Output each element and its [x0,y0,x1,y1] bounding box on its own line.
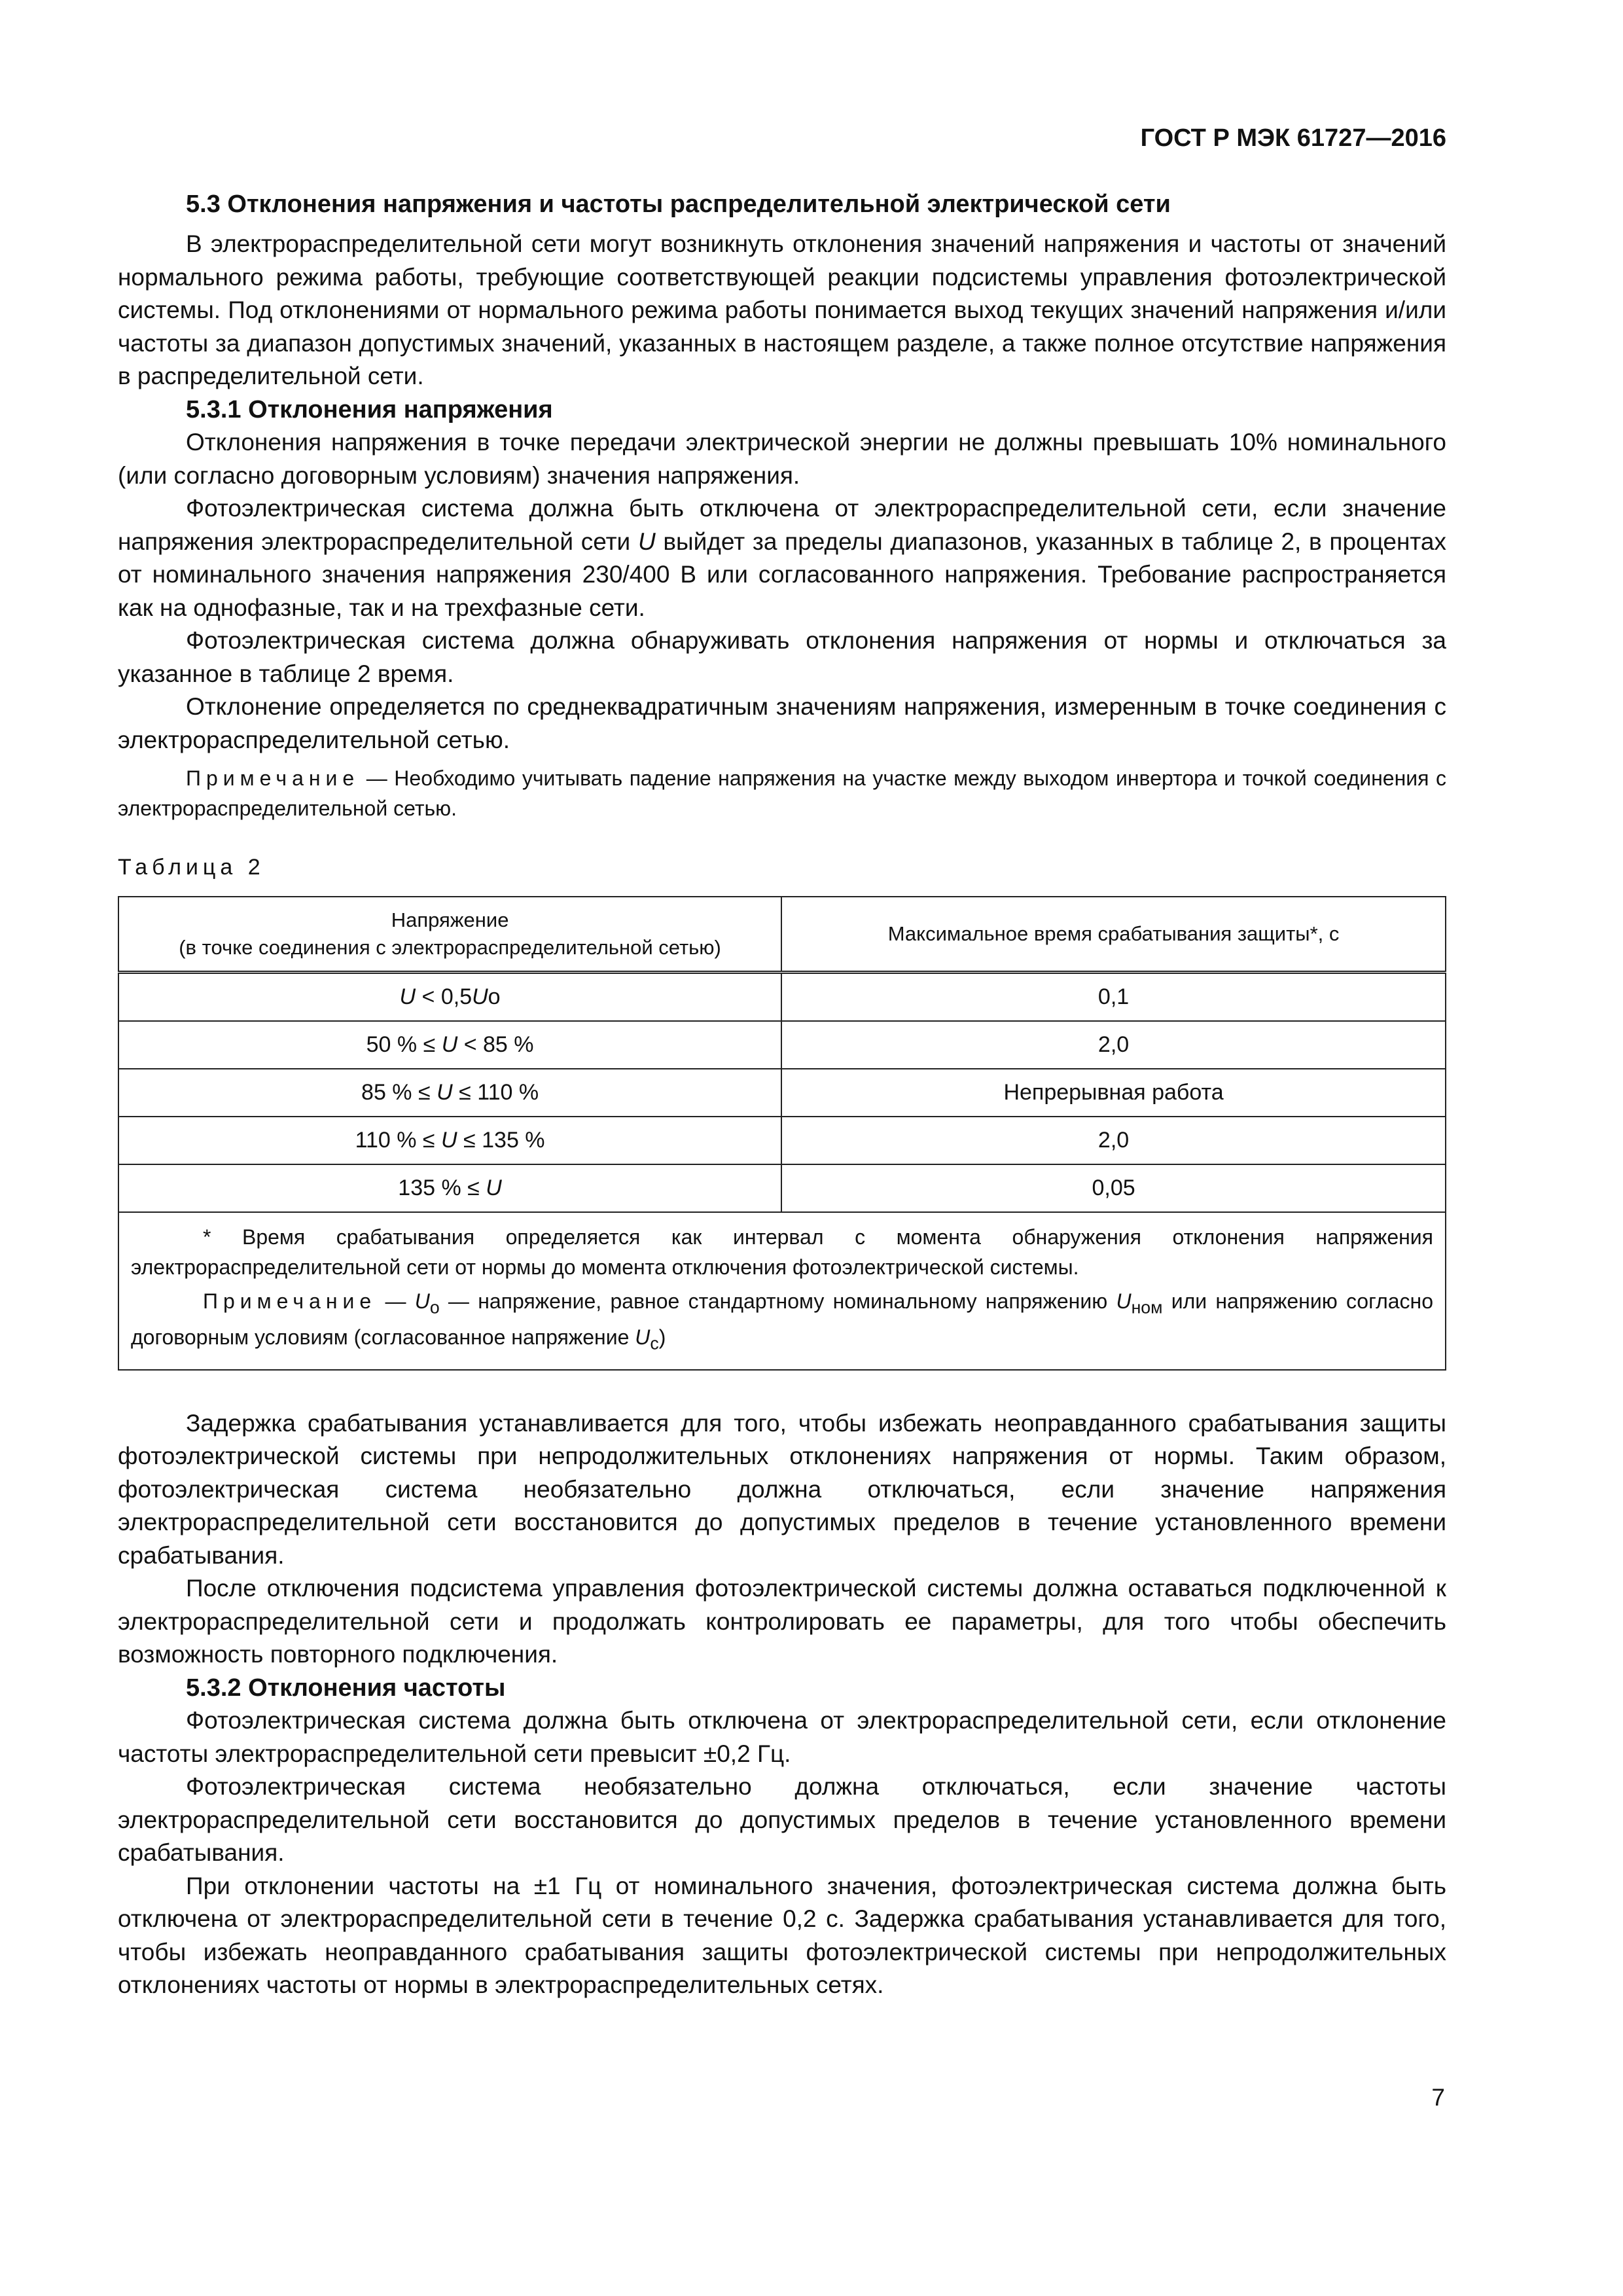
note-text: или напряжению согласно договорным условиям (согласованное напряжение [131,1289,1434,1350]
range-variable: U [472,984,488,1009]
range-variable: U [441,1128,457,1153]
table-row [118,1069,1446,1117]
range-variable: U [441,1032,458,1057]
column-header-voltage [118,897,781,973]
column-header-max-time: Максимальное время срабатывания защиты*, с [781,897,1446,973]
range-text: 110 % ≤ [355,1128,442,1153]
after-table-paragraph-2: После отключения подсистема управления фотоэлектрической системы должна оставаться подключенной к электрораспределительной сети и продолжать контролировать ее параметры, для того чтобы обеспечить возможность повторного подключения. [118,1575,1446,1668]
note-variable: U [635,1325,651,1350]
voltage-range-cell [118,1117,781,1164]
note-subscript: с [650,1333,659,1354]
section-5-3-intro: В электрораспределительной сети могут возникнуть отклонения значений напряжения и частоты от значений нормального режима работы, требующие соответствующей реакции подсистемы управления фотоэлектрической системы. Под отклонениями от нормального режима работы понимается выход текущих значений напряжения и/или частоты за диапазон допустимых значений, указанных в настоящем разделе, а также полное отсутствие напряжения в распределительной сети. [118,230,1446,389]
trip-time-cell: 2,0 [781,1021,1446,1069]
document-number-header: ГОСТ Р МЭК 61727—2016 [1140,124,1446,152]
table-2-caption: Таблица 2 [118,855,265,880]
note-variable: U [1116,1289,1132,1313]
table-note [131,1286,1433,1359]
note-text: ) [658,1325,666,1350]
table-header-row [118,897,1446,973]
table-row [118,1164,1446,1212]
trip-time-cell: 2,0 [781,1117,1446,1164]
range-variable: U [486,1175,502,1200]
note-subscript: о [429,1297,440,1318]
voltage-range-cell [118,1021,781,1069]
range-text: ≤ 135 % [457,1128,545,1153]
paragraph-text: выйдет за пределы диапазонов, указанных в таблице 2, в процентах от номинального значения напряжения 230/400 В или согласованного напряжения. Требование распространяется как на однофазные, так и на трехфазные сети. [118,528,1447,621]
paragraph-text: Фотоэлектрическая система должна быть отключена от электрораспределительной сети, если значение напряжения электрораспределительной сети [118,495,1446,555]
note-text: — напряжение, равное стандартному номинальному напряжению [439,1289,1116,1313]
section-5-3-1-title: 5.3.1 Отклонения напряжения [186,395,553,423]
note-subscript: ном [1131,1297,1163,1318]
table-footnote: * Время срабатывания определяется как интервал с момента обнаружения отклонения напряжения электрораспределительной сети от нормы до момента отключения фотоэлектрической системы. [131,1225,1433,1279]
section-5-3-1-paragraph-3: Фотоэлектрическая система должна обнаруживать отклонения напряжения от нормы и отключаться за указанное в таблице 2 время. [118,627,1446,687]
voltage-variable: U [637,528,656,555]
section-5-3-2-title: 5.3.2 Отклонения частоты [186,1674,506,1702]
range-text: 135 % ≤ [398,1175,486,1200]
table-row [118,1021,1446,1069]
section-5-3-2-paragraph-1: Фотоэлектрическая система должна быть отключена от электрораспределительной сети, если отклонение частоты электрораспределительной сети превысит ±0,2 Гц. [118,1707,1446,1767]
range-text: 50 % ≤ [366,1032,442,1057]
column-header-voltage-line-1: Напряжение [391,908,509,931]
range-text: < 85 % [457,1032,534,1057]
table-2 [118,896,1446,1371]
after-table-paragraph-1: Задержка срабатывания устанавливается для того, чтобы избежать неоправданного срабатывания защиты фотоэлектрической системы при непродолжительных отклонениях напряжения от нормы. Таким образом, фотоэлектрическая система необязательно должна отключаться, если значение напряжения электрораспределительной сети восстановится до допустимых пределов в течение установленного времени срабатывания. [118,1409,1446,1569]
section-5-3-1-paragraph-1: Отклонения напряжения в точке передачи электрической энергии не должны превышать 10% номинального (или согласно договорным условиям) значения напряжения. [118,429,1446,489]
range-text: ≤ 110 % [452,1080,539,1105]
voltage-range-cell [118,1069,781,1117]
section-5-3-1-note [118,763,1446,823]
note-text: — [376,1289,415,1313]
section-5-3-title: 5.3 Отклонения напряжения и частоты распределительной электрической сети [186,190,1171,218]
trip-time-cell: Непрерывная работа [781,1069,1446,1117]
column-header-voltage-line-2: (в точке соединения с электрораспределительной сетью) [179,936,721,959]
page-number: 7 [1431,2084,1445,2111]
section-5-3-2-paragraph-3: При отклонении частоты на ±1 Гц от номинального значения, фотоэлектрическая система должна быть отключена от электрораспределительной сети в течение 0,2 с. Задержка срабатывания устанавливается для того, чтобы избежать неоправданного срабатывания защиты фотоэлектрической системы при непродолжительных отклонениях частоты от нормы в электрораспределительных сетях. [118,1872,1446,1999]
after-table-block [118,1407,1446,1672]
section-5-3-1-paragraph-2 [118,492,1446,624]
note-label: Примечание [203,1289,377,1313]
table-footer-row [118,1212,1446,1370]
note-variable: U [414,1289,430,1313]
note-label: Примечание [186,766,360,790]
section-5-3-1-paragraph-4: Отклонение определяется по среднеквадратичным значениям напряжения, измеренным в точке соединения с электрораспределительной сетью. [118,693,1446,753]
range-text: < 0,5 [416,984,473,1009]
note-text: — Необходимо учитывать падение напряжения на участке между выходом инвертора и точкой соединения с электрораспределительной сетью. [118,766,1446,820]
voltage-range-cell [118,1164,781,1212]
document-page [118,124,1446,2002]
voltage-range-cell [118,973,781,1022]
section-5-3-2-paragraph-2: Фотоэлектрическая система необязательно должна отключаться, если значение частоты электрораспределительной сети восстановится до допустимых пределов в течение установленного времени срабатывания. [118,1773,1446,1867]
trip-time-cell: 0,1 [781,973,1446,1022]
range-text: o [488,984,501,1009]
range-variable: U [437,1080,453,1105]
table-row [118,973,1446,1022]
table-footer [118,1212,1446,1370]
range-text: 85 % ≤ [361,1080,437,1105]
table-row [118,1117,1446,1164]
range-variable: U [399,984,416,1009]
trip-time-cell: 0,05 [781,1164,1446,1212]
